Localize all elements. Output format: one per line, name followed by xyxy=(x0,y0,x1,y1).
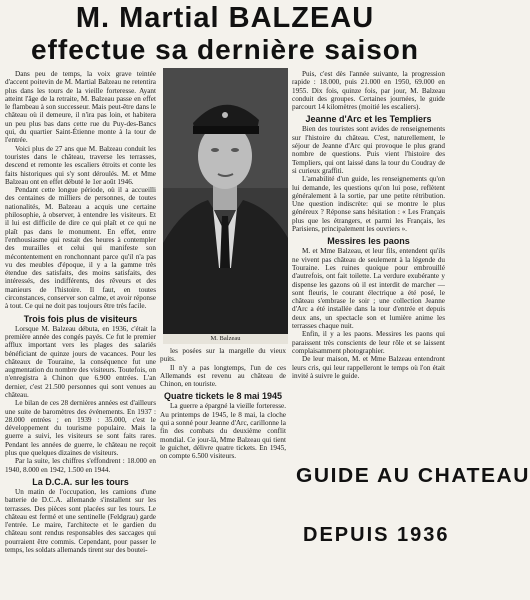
paragraph: Pendant cette longue période, où il a accueilli des centaines de milliers de personnes, de toutes nationalités, M. Balzeau a acquis une certaine philosophie, à observer, à entendre les visiteurs. Et il lui est difficile de dire ce qui plaît et ce qui ne plaît pas dans le monument. En effet, entre l'enthousiasme qui restait des heures à contempler des murailles et celui qui manifeste son mécontentement en ronchonnant parce qu'il n'a pas vu des meubles d'époque, il y a la gamme très étendue des satisfaits, des moins satisfaits, des intéressés, des indifférents, des rêveurs et des manieurs de l'histoire. Il faut, en toutes circonstances, conserver son calme, et avoir réponse à tout. Ce qui ne doit pas toujours être très facile. xyxy=(5,186,156,311)
paragraph: Voici plus de 27 ans que M. Balzeau conduit les touristes dans le château, traverse les terrasses, descend et remonte les escaliers étroits et conte les faits historiques qui s'y sont déroulés. M. et Mme Balzeau ont en effet débuté le 1er août 1946. xyxy=(5,144,156,186)
paragraph: Le bilan de ces 28 dernières années est d'ailleurs une suite de baromètres des événements. En 1937 : 28.000 entrées ; en 1939 : 35.000, c'est le développement du tourisme populaire. Mais la guerre a suivi, les visiteurs se sont faits rares. Pendant les années de guerre, le château ne reçoit plus que quelques dizaines de visiteurs. xyxy=(5,399,156,458)
banner-guide-au-chateau: GUIDE AU CHATEAU xyxy=(296,465,530,487)
paragraph: Par la suite, les chiffres s'effondrent : 18.000 en 1940, 8.000 en 1942, 1.500 en 1944. xyxy=(5,457,156,474)
portrait-photo xyxy=(163,68,288,334)
article-column-3 xyxy=(292,70,445,465)
article-column-1 xyxy=(5,70,156,596)
paragraph: La guerre a épargné la vieille forteresse. Au printemps de 1945, le 8 mai, la cloche qui a sonné pour Jeanne d'Arc, carillonne la fin des combats du deuxième conflit mondial. Ce jour-là, Mme Balzeau qui tient le guichet, délivre quatre tickets. En 1945, on compte 6.500 visiteurs. xyxy=(160,402,286,461)
paragraph: L'amabilité d'un guide, les renseignements qu'on lui demande, les questions qu'on lui pose, reflètent généralement à la sortie, par une petite rétribution. Une question indiscrète: qui se montre le plus généreux ? Réponse sans hésitation : « Les Français plus que les étrangers, et parmi les Français, les Parisiens, principalement les ouvriers ». xyxy=(292,175,445,234)
paragraph: Puis, c'est dès l'année suivante, la progression rapide : 18.000, puis 21.000 en 1950, 69.000 en 1955. Dix fois, quinze fois, par jour, M. Balzeau conduit des groupes. Certaines journées, le guide parcourt 14 kilomètres (moitié les escaliers). xyxy=(292,70,445,112)
paragraph: Dans peu de temps, la voix grave teintée d'accent poitevin de M. Martial Balzeau ne retentira plus dans les tours de la vieille forteresse. Ayant atteint l'âge de la retraite, M. Balzeau passe en effet le flambeau à son successeur. Mais peut-être dans le château où il demeure, il n'ira pas loin, et habitera un peu plus bas dans cette rue du Puy-des-Bancs qui, du quartier Saint-Étienne monte à la tour de l'entrée. xyxy=(5,70,156,145)
paragraph: les posées sur la margelle du vieux puits. xyxy=(160,347,286,364)
subheading: Quatre tickets le 8 mai 1945 xyxy=(163,391,283,402)
portrait-image xyxy=(163,68,288,334)
subheading: La D.C.A. sur les tours xyxy=(32,476,129,487)
banner-depuis-1936: DEPUIS 1936 xyxy=(303,524,450,546)
headline-line-1: M. Martial BALZEAU xyxy=(75,2,375,34)
paragraph: Enfin, il y a les paons. Messires les paons qui paraissent très conscients de leur rôle et se laissent complaisamment photographier. xyxy=(292,330,445,355)
paragraph: Un matin de l'occupation, les camions d'une batterie de D.C.A. allemande s'installent sur les terrasses. Des pièces sont placées sur les tours. Le château est fermé et une sentinelle (Feldgrau) garde l'entrée. Le maire, l'architecte et le gardien du château sont rendus responsables des saccages qui pourraient être commis. Cependant, pour passer le temps, les soldats allemands tirent sur des boutei- xyxy=(5,487,156,555)
article-column-2 xyxy=(160,347,286,535)
subheading: Jeanne d'Arc et les Templiers xyxy=(305,114,432,125)
subheading: Messires les paons xyxy=(327,236,410,247)
subheading: Trois fois plus de visiteurs xyxy=(23,313,138,324)
photo-caption: M. Balzeau xyxy=(163,334,288,344)
headline-line-2: effectue sa dernière saison xyxy=(30,34,420,65)
paragraph: M. et Mme Balzeau, et leur fils, entendent qu'ils ne vivent pas château de seulement à la légende du Touraine. Les ruines quoique pour embrouillé d'autrefois, ont fait toilette. La verdure exubérante y dispense les gazons où il est interdit de marcher — sont fleuris, le courant électrique a été posé, le château s'embrase le soir ; une collection Jeanne d'Arc a été installée dans la tour d'entrée et depuis deux ans, un spectacle son et lumière anime les terrasses chaque nuit. xyxy=(292,247,445,331)
paragraph: De leur maison, M. et Mme Balzeau entendront leurs cris, qui leur rappelleront le temps où l'on était invité à suivre le guide. xyxy=(292,355,445,380)
paragraph: Lorsque M. Balzeau débuta, en 1936, c'était la première année des congés payés. Ce fut le premier afflux important vers les plages des salariés bénéficiant de quinze jours de vacances. Pour les châteaux de Touraine, la conséquence fut une augmentation du nombre des visiteurs. Toutefois, on n'enregistra à Chinon que 6.900 entrées. L'an dernier, c'est 21.500 personnes qui sont venues au château. xyxy=(5,324,156,399)
paragraph: Bien des touristes sont avides de renseignements sur l'histoire du château. C'est, naturellement, le séjour de Jeanne d'Arc qui provoque le plus grand nombre de questions. Puis vient l'histoire des Templiers, qui ont laissé dans la tour du Coudray de si curieux graffiti. xyxy=(292,125,445,175)
paragraph: Il n'y a pas longtemps, l'un de ces Allemands est revenu au château de Chinon, en touriste. xyxy=(160,363,286,389)
